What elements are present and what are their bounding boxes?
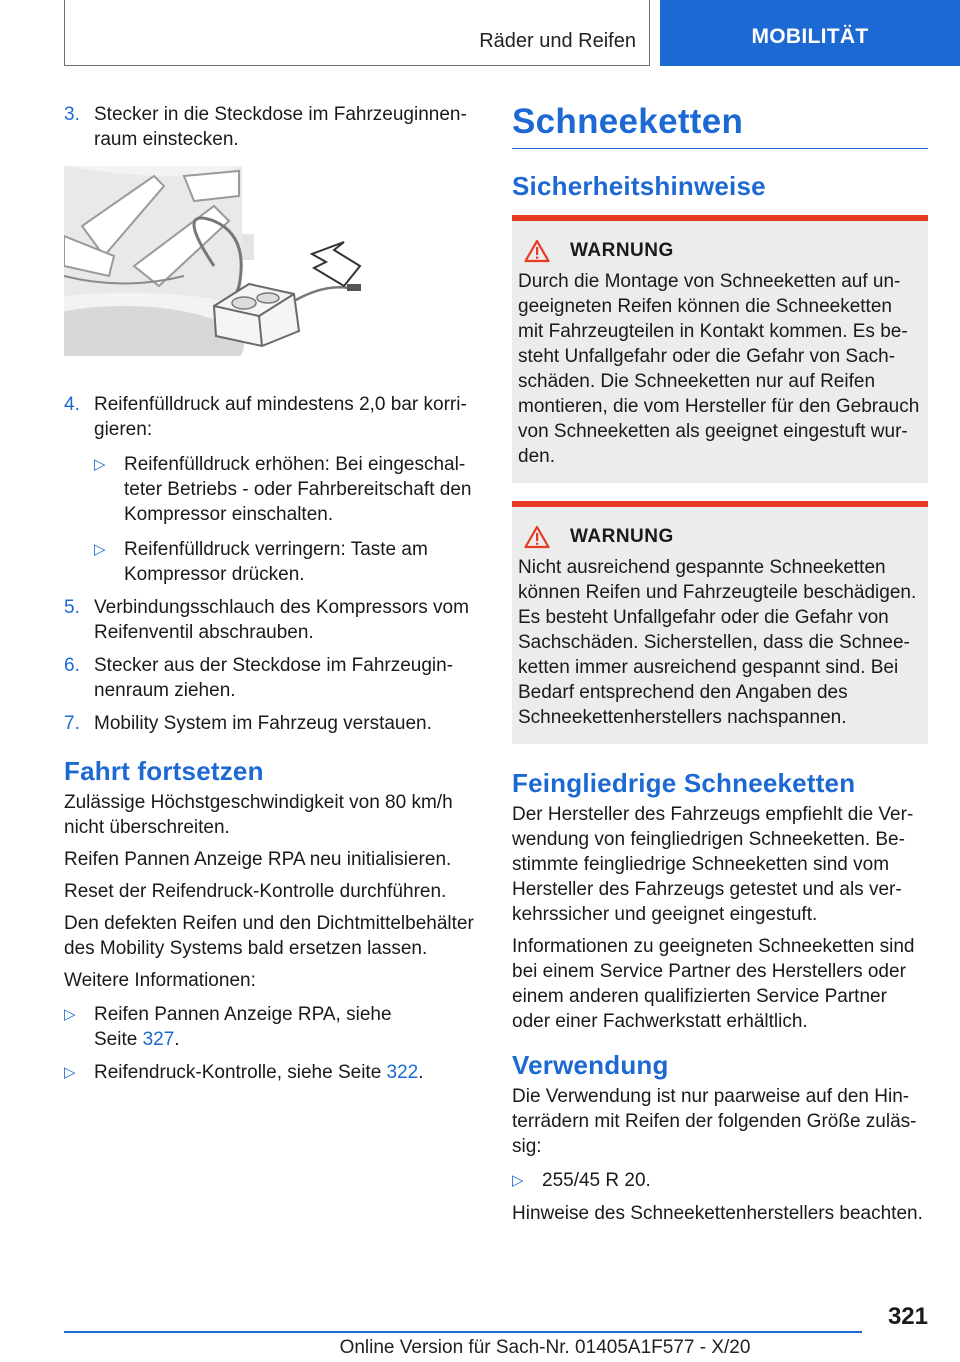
compressor-illustration	[64, 166, 482, 356]
triangle-bullet-icon: ▷	[94, 456, 106, 473]
warning-box-1	[512, 215, 928, 483]
heading-usage: Verwendung	[512, 1050, 669, 1080]
paragraph-rpa-init: Reifen Pannen Anzeige RPA neu initialisieren.	[64, 849, 452, 870]
bullet-text: 255/45 R 20.	[542, 1170, 651, 1191]
heading-safety: Sicherheitshinweise	[512, 171, 766, 201]
paragraph-speed-limit: Zulässige Höchstgeschwindigkeit von 80 km/h nicht überschreiten.	[64, 792, 453, 838]
warning-box-2	[512, 501, 928, 744]
step-number: 6.	[64, 655, 80, 676]
step-number: 3.	[64, 104, 80, 125]
warning-text: Nicht ausreichend gespannte Schneeketten können Reifen und Fahrzeugteile beschädigen. Es besteht Unfallgefahr oder die Gefahr von Sachschäden. Sicherstellen, dass die Schnee-ketten immer ausreichend gespannt sind. Bei Bedarf entsprechend den Angaben des Schneekettenherstellers nachspannen.	[518, 557, 917, 728]
header-chapter-tab[interactable]	[660, 0, 960, 66]
warning-triangle-icon	[524, 239, 550, 263]
step-number: 5.	[64, 597, 80, 618]
paragraph-fine-recommend: Der Hersteller des Fahrzeugs empfiehlt die Ver-wendung von feingliedrigen Schneeketten. Be-stimmte feingliedrige Schneeketten sind vom Hersteller des Fahrzeugs getestet und als ver-kehrssicher und geeignet eingestuft.	[512, 804, 914, 925]
step-5	[64, 595, 482, 645]
left-column	[64, 102, 482, 1093]
substep-text: Reifenfülldruck verringern: Taste am Kompressor drücken.	[124, 539, 428, 585]
bullet-text: Reifen Pannen Anzeige RPA, siehe Seite	[94, 1004, 392, 1050]
substep-increase	[94, 452, 482, 527]
paragraph-usage: Die Verwendung ist nur paarweise auf den Hin-terrädern mit Reifen der folgenden Größe zuläs-sig:	[512, 1086, 917, 1157]
footer-divider	[64, 1331, 862, 1333]
step-text: Reifenfülldruck auf mindestens 2,0 bar korri-gieren:	[94, 394, 467, 440]
right-column	[512, 102, 928, 1233]
triangle-bullet-icon: ▷	[94, 541, 106, 558]
step-number: 7.	[64, 713, 80, 734]
warning-text: Durch die Montage von Schneeketten auf un-geeigneten Reifen können die Schneeketten mit Fahrzeugteilen in Kontakt kommen. Es be-steht Unfallgefahr oder die Gefahr von Sach-schäden. Die Schneeketten nur auf Reifen montieren, die vom Hersteller für den Gebrauch von Schneeketten als geeignet eingestuft wur-den.	[518, 271, 920, 467]
step-text: Stecker in die Steckdose im Fahrzeuginnen-raum einstecken.	[94, 104, 467, 150]
triangle-bullet-icon: ▷	[64, 1006, 76, 1023]
bullet-text: Reifendruck-Kontrolle, siehe Seite	[94, 1062, 387, 1083]
header-chapter-label: MOBILITÄT	[751, 25, 869, 48]
header-section-title: Räder und Reifen	[479, 30, 636, 52]
step-text: Stecker aus der Steckdose im Fahrzeugin-nenraum ziehen.	[94, 655, 454, 701]
list-item: ▷ Reifen Pannen Anzeige RPA, siehe Seite 327.	[64, 1004, 392, 1050]
substep-text: Reifenfülldruck erhöhen: Bei eingeschal-teter Betriebs - oder Fahrbereitschaft den Kompressor einschalten.	[124, 454, 472, 525]
triangle-bullet-icon: ▷	[512, 1172, 524, 1189]
warning-triangle-icon	[524, 525, 550, 549]
paragraph-manufacturer-notes: Hinweise des Schneekettenherstellers beachten.	[512, 1203, 923, 1224]
heading-fine-chains: Feingliedrige Schneeketten	[512, 768, 856, 798]
page-link-322[interactable]: 322	[386, 1062, 419, 1083]
list-item	[512, 1168, 928, 1193]
step-text: Mobility System im Fahrzeug verstauen.	[94, 713, 432, 734]
paragraph-more-info: Weitere Informationen:	[64, 970, 256, 991]
step-6	[64, 653, 482, 703]
step-text: Verbindungsschlauch des Kompressors vom Reifenventil abschrauben.	[94, 597, 469, 643]
page-title: Schneeketten	[512, 102, 928, 149]
list-item: ▷ Reifendruck-Kontrolle, siehe Seite 322.	[64, 1062, 424, 1083]
triangle-bullet-icon: ▷	[64, 1064, 76, 1081]
paragraph-reset: Reset der Reifendruck-Kontrolle durchführen.	[64, 881, 447, 902]
page-number: 321	[887, 1303, 928, 1330]
step-7	[64, 711, 482, 736]
paragraph-replace: Den defekten Reifen und den Dichtmittelbehälter des Mobility Systems bald ersetzen lassen.	[64, 913, 474, 959]
paragraph-fine-info: Informationen zu geeigneten Schneeketten sind bei einem Service Partner des Herstellers oder einem anderen qualifizierten Service Partner oder einer Fachwerkstatt erhältlich.	[512, 936, 915, 1032]
warning-label: WARNUNG	[570, 240, 674, 261]
step-3	[64, 102, 482, 152]
compressor-wheel-image	[64, 166, 482, 356]
step-4	[64, 392, 482, 587]
heading-continue-driving: Fahrt fortsetzen	[64, 756, 264, 786]
footer-online-version: Online Version für Sach-Nr. 01405A1F577 - X/20	[339, 1337, 751, 1358]
substep-decrease	[94, 537, 482, 587]
page-link-327[interactable]: 327	[142, 1029, 175, 1050]
warning-label: WARNUNG	[570, 526, 674, 547]
step-number: 4.	[64, 394, 80, 415]
